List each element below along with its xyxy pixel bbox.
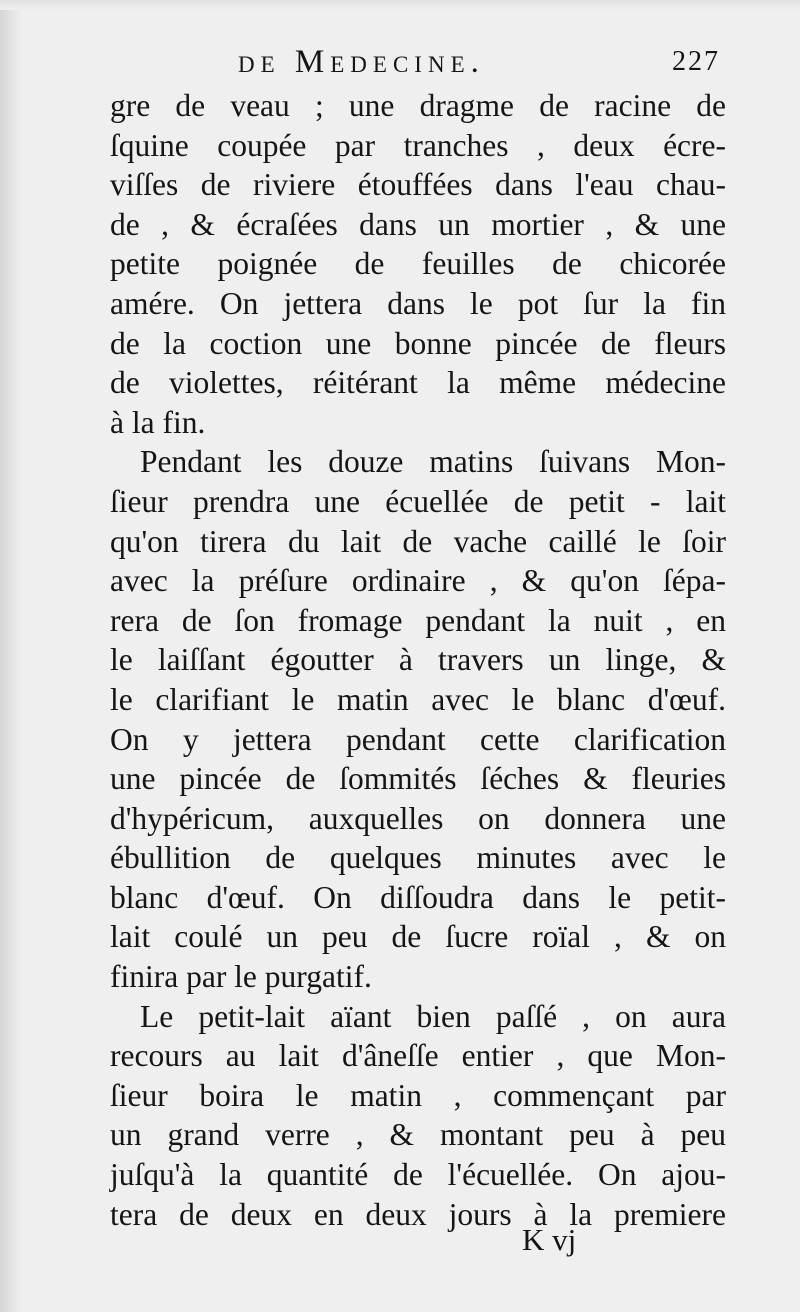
text-line: de , & écraſées dans un mortier , & une (110, 206, 726, 242)
text-line: Le petit-lait aïant bien paſſé , on aura (140, 998, 726, 1034)
text-line: blanc d'œuf. On diſſoudra dans le petit- (110, 879, 726, 915)
text-line: le laiſſant égoutter à travers un linge, & (110, 642, 726, 678)
text-line: ſquine coupée par tranches , deux écre- (110, 127, 726, 163)
text-line: gre de veau ; une dragme de racine de (110, 88, 726, 123)
text-line: rera de ſon fromage pendant la nuit , en (110, 602, 726, 638)
text-line: tera de deux en deux jours à la premiere (110, 1196, 726, 1232)
text-line: une pincée de ſommités ſéches & fleuries (110, 761, 726, 797)
text-line: recours au lait d'âneſſe entier , que Mon- (110, 1038, 726, 1074)
text-line: ſieur prendra une écuellée de petit - lait (110, 483, 726, 519)
text-line: qu'on tirera du lait de vache caillé le ſoir (110, 523, 726, 559)
text-line: petite poignée de feuilles de chicorée (110, 246, 726, 282)
page-number: 227 (672, 46, 720, 77)
page-shadow-top (0, 0, 800, 10)
text-line: lait coulé un peu de ſucre roïal , & on (110, 919, 726, 955)
text-line: de la coction une bonne pincée de fleurs (110, 325, 726, 361)
text-line: un grand verre , & montant peu à peu (110, 1117, 726, 1153)
page-shadow-left (0, 0, 22, 1312)
text-line: juſqu'à la quantité de l'écuellée. On ajou- (110, 1157, 726, 1193)
text-line: ébullition de quelques minutes avec le (110, 840, 726, 876)
text-line: ſieur boira le matin , commençant par (110, 1077, 726, 1113)
text-line: d'hypéricum, auxquelles on donnera une (110, 800, 726, 836)
text-line: amére. On jettera dans le pot ſur la fin (110, 285, 726, 321)
text-line: On y jettera pendant cette clarification (110, 721, 726, 757)
signature-mark: K vj (522, 1222, 577, 1257)
text-line: finira par le purgatif. (110, 959, 372, 995)
text-line: le clarifiant le matin avec le blanc d'œuf. (110, 681, 726, 717)
text-line: viſſes de riviere étouffées dans l'eau chau- (110, 167, 726, 203)
running-head (108, 44, 720, 84)
text-line: à la fin. (110, 404, 206, 440)
text-line: Pendant les douze matins ſuivans Mon- (140, 444, 726, 480)
body-text (110, 86, 726, 1234)
text-line: de violettes, réitérant la même médecine (110, 365, 726, 401)
text-line: avec la préſure ordinaire , & qu'on ſépa- (110, 563, 726, 599)
running-head-title: de Medecine. (238, 44, 485, 80)
